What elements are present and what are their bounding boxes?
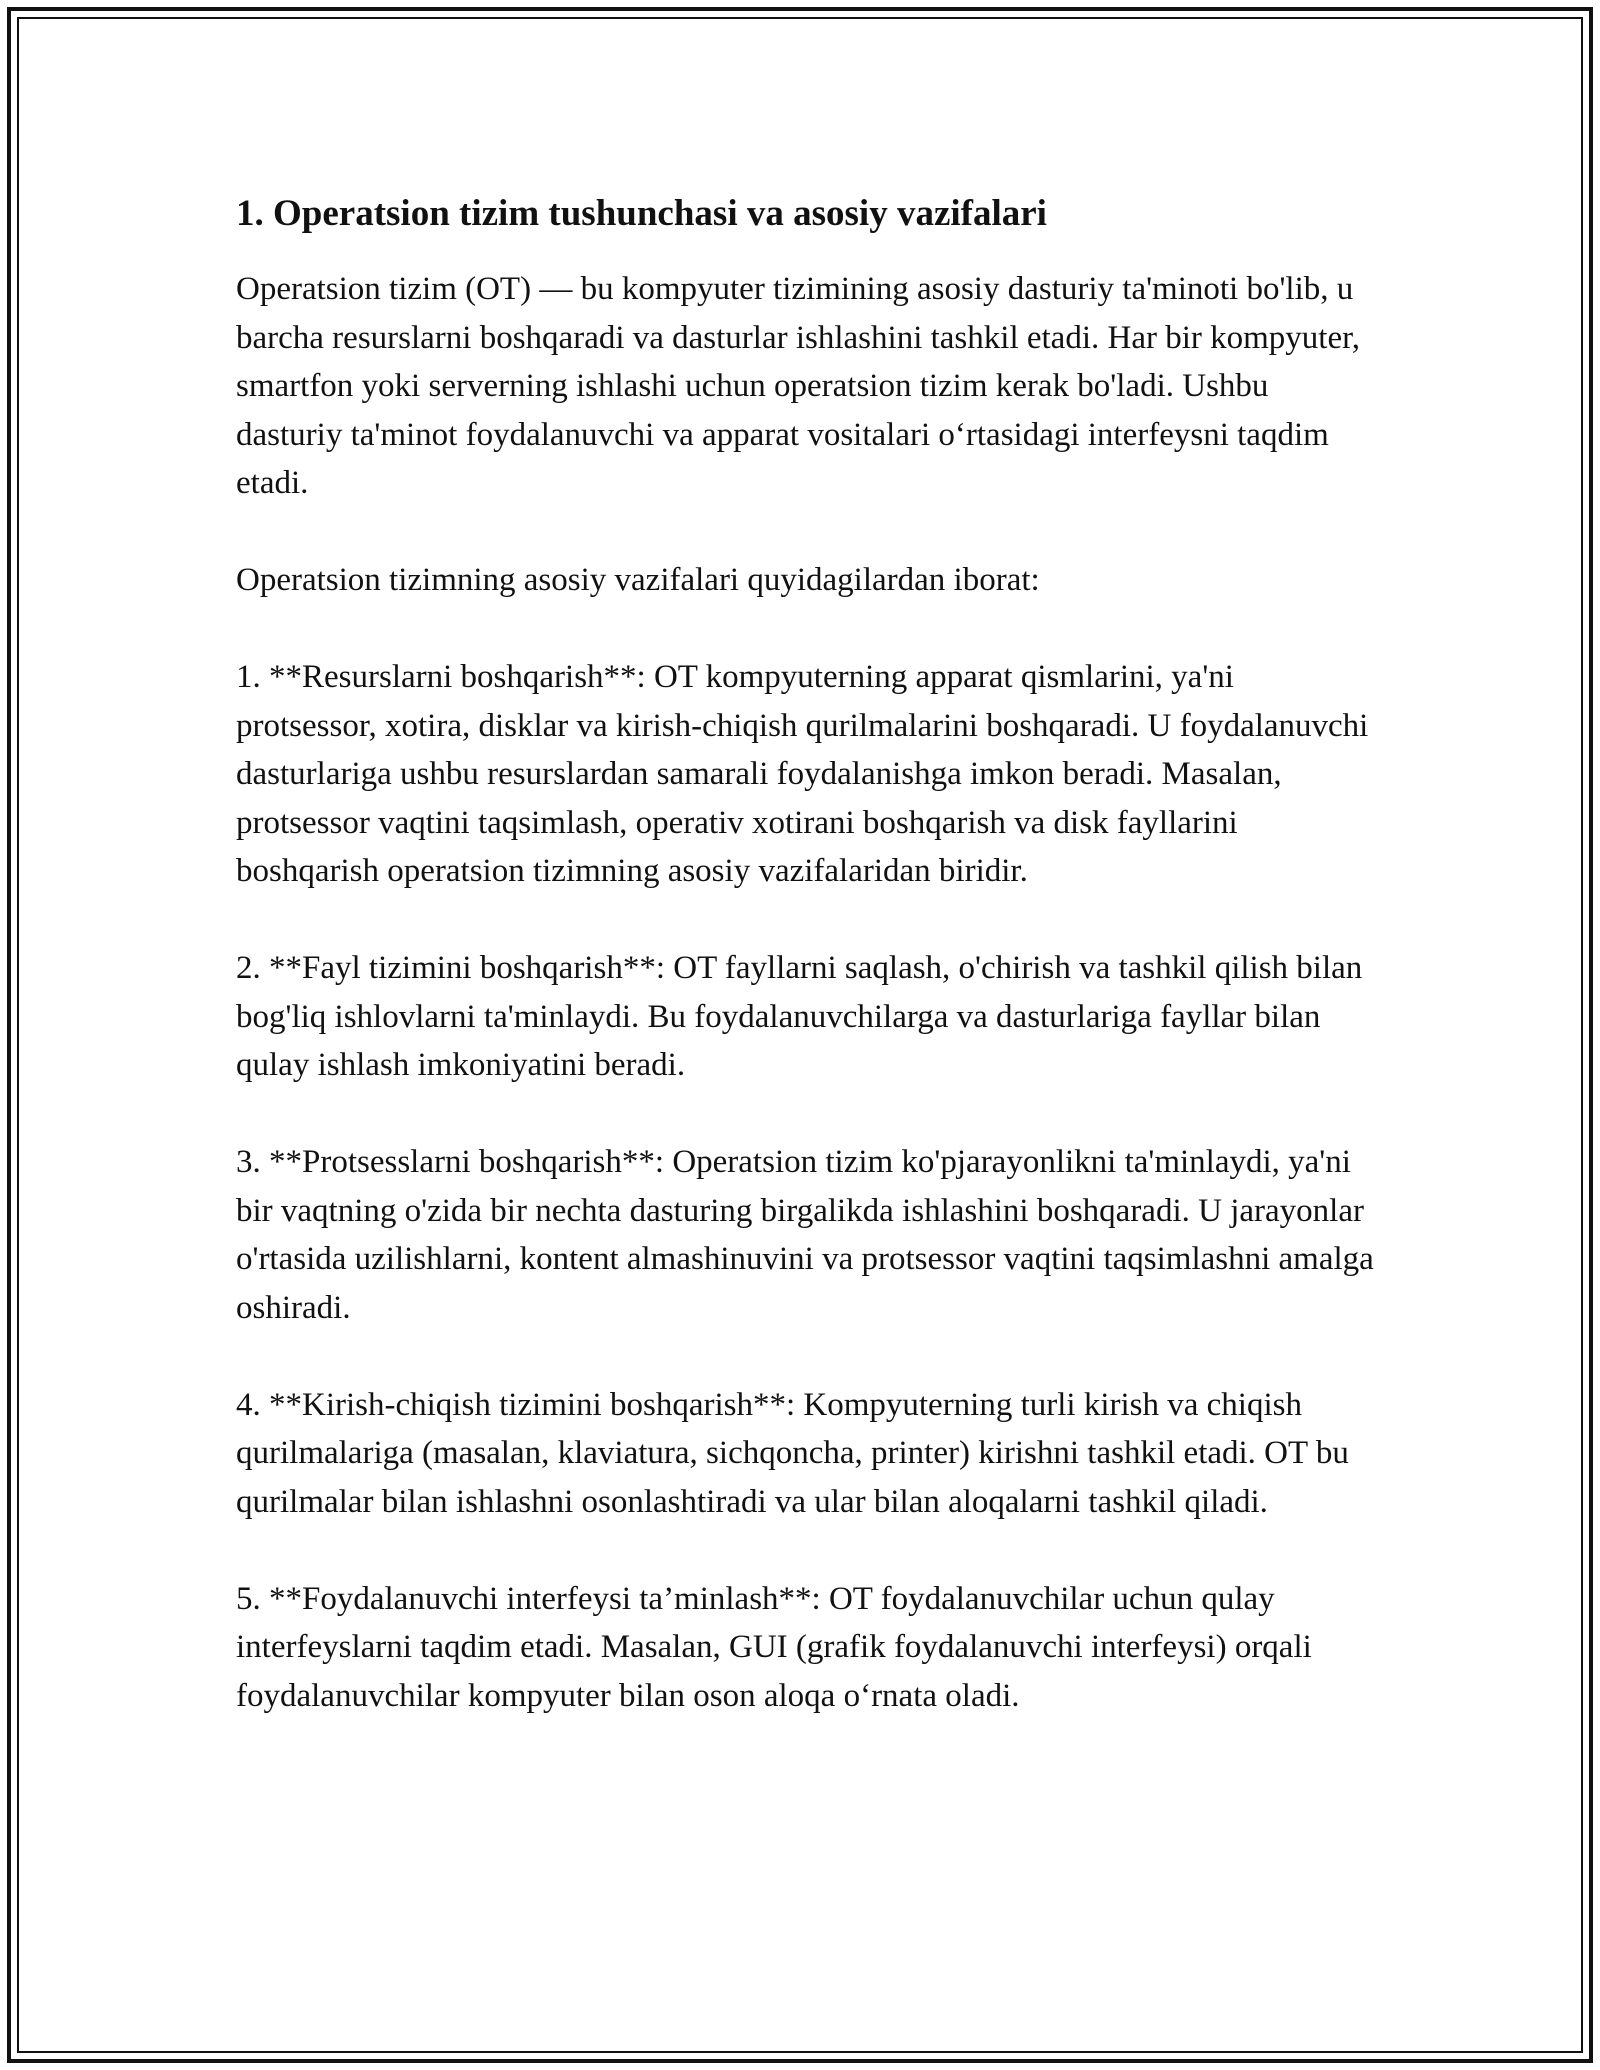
list-item-file-system-management: 2. **Fayl tizimini boshqarish**: OT fayllarni saqlash, o'chirish va tashkil qilish bilan bog'liq ishlovlarni ta'minlaydi. Bu foydalanuvchilarga va dasturlariga fayllar bilan qulay ishlash imkoniyatini beradi. <box>236 950 1371 1083</box>
list-item-user-interface: 5. **Foydalanuvchi interfeysi ta’minlash**: OT foydalanuvchilar uchun qulay interfeyslarni taqdim etadi. Masalan, GUI (grafik foydalanuvchi interfeysi) orqali foydalanuvchilar kompyuter bilan oson aloqa o‘rnata oladi. <box>236 1580 1321 1714</box>
list-item-resource-management: 1. **Resurslarni boshqarish**: OT kompyuterning apparat qismlarini, ya'ni protsessor, xotira, disklar va kirish-chiqish qurilmalarini boshqaradi. U foydalanuvchi dasturlariga ushbu resurslardan samarali foydalanishga imkon beradi. Masalan, protsessor vaqtini taqsimlash, operativ xotirani boshqarish va disk fayllarini boshqarish operatsion tizimning asosiy vazifalaridan biridir. <box>236 659 1377 889</box>
document-body <box>236 185 1381 1720</box>
list-intro-paragraph: Operatsion tizimning asosiy vazifalari quyidagilardan iborat: <box>236 562 1040 598</box>
intro-paragraph: Operatsion tizim (OT) — bu kompyuter tizimining asosiy dasturiy ta'minoti bo'lib, u barcha resurslarni boshqaradi va dasturlar ishlashini tashkil etadi. Har bir kompyuter, smartfon yoki serverning ishlashi uchun operatsion tizim kerak bo'ladi. Ushbu dasturiy ta'minot foydalanuvchi va apparat vositalari o‘rtasidagi interfeysni taqdim etadi. <box>236 271 1369 501</box>
section-heading: 1. Operatsion tizim tushunchasi va asosiy vazifalari <box>236 193 1047 234</box>
list-item-process-management: 3. **Protsesslarni boshqarish**: Operatsion tizim ko'pjarayonlikni ta'minlaydi, ya'ni bir vaqtning o'zida bir nechta dasturing birgalikda ishlashini boshqaradi. U jarayonlar o'rtasida uzilishlarni, kontent almashinuvini va protsessor vaqtini taqsimlashni amalga oshiradi. <box>236 1144 1383 1326</box>
list-item-io-management: 4. **Kirish-chiqish tizimini boshqarish**: Kompyuterning turli kirish va chiqish qurilmalariga (masalan, klaviatura, sichqoncha, printer) kirishni tashkil etadi. OT bu qurilmalar bilan ishlashni osonlashtiradi va ular bilan aloqalarni tashkil qiladi. <box>236 1386 1358 1520</box>
